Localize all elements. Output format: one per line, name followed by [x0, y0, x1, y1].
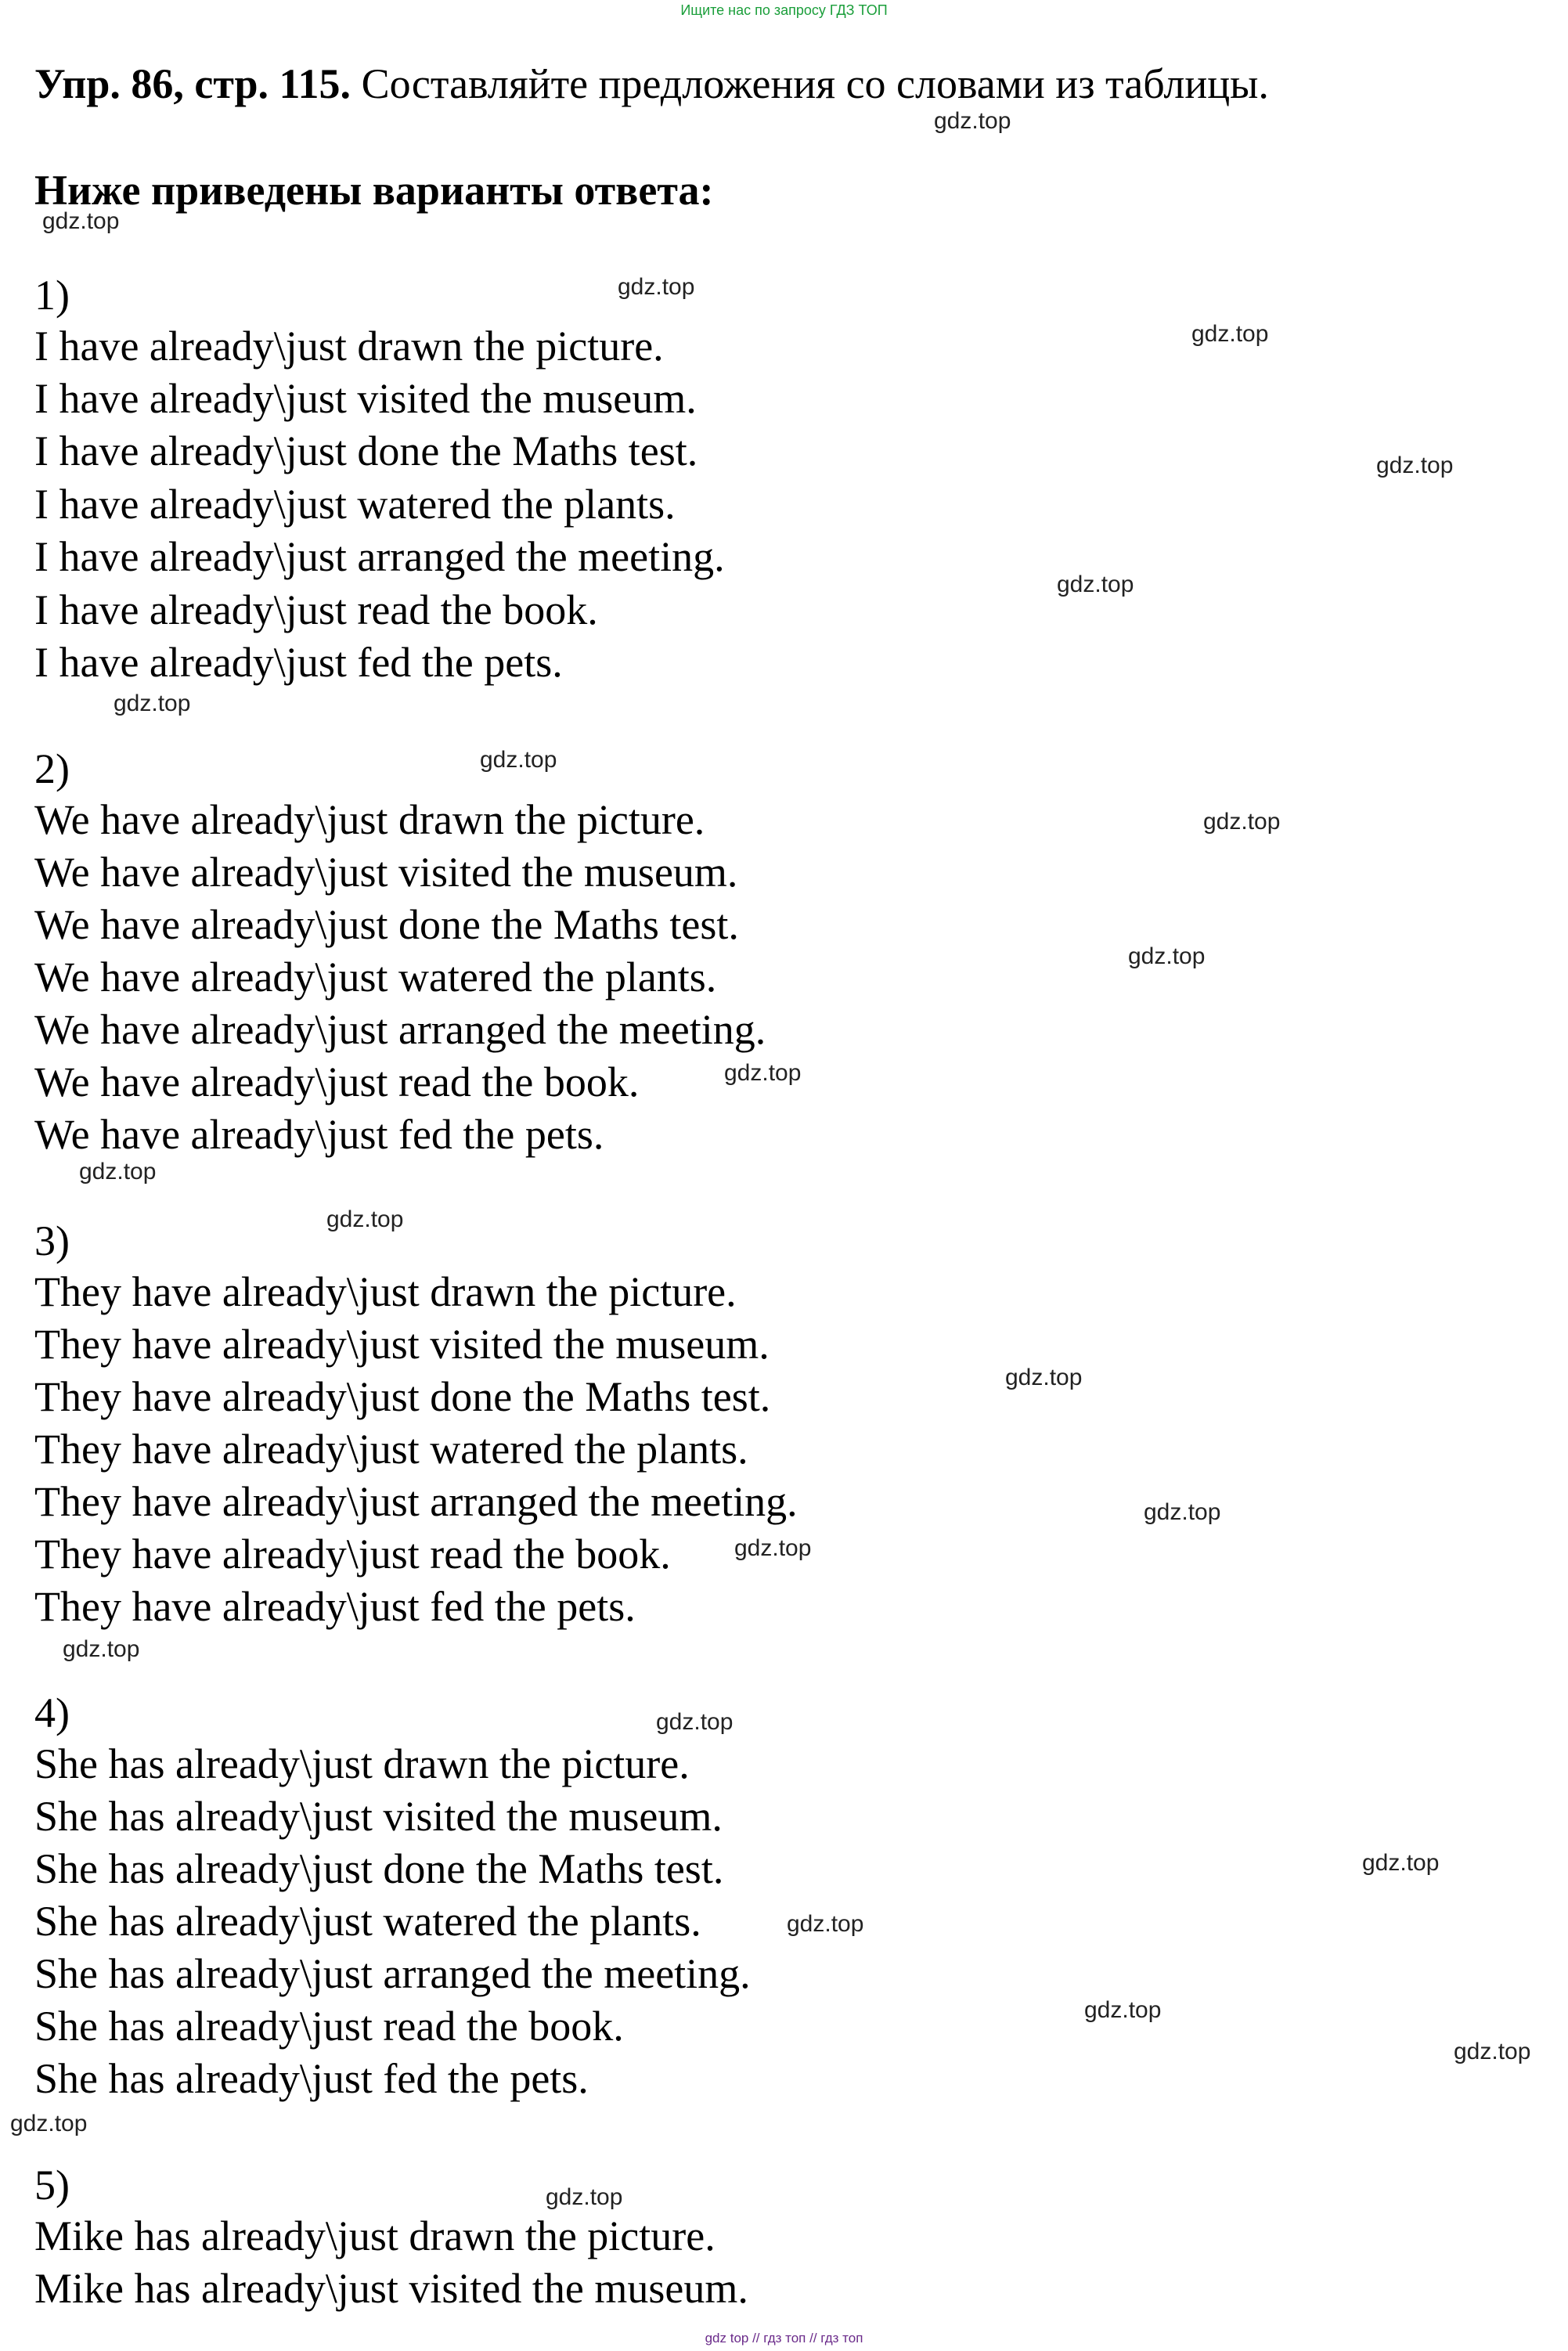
footer-text: gdz top // гдз топ // гдз топ	[705, 2331, 863, 2346]
sentence-line: She has already\just drawn the picture.	[34, 1740, 690, 1787]
watermark-text: gdz.top	[10, 2111, 88, 2136]
watermark-text: gdz.top	[1144, 1499, 1221, 1525]
watermark-text: gdz.top	[734, 1535, 812, 1561]
sentence-line: I have already\just watered the plants.	[34, 481, 676, 528]
sentence-line: Mike has already\just drawn the picture.	[34, 2212, 716, 2259]
sentence-line: They have already\just arranged the meeting.	[34, 1478, 798, 1525]
sentence-line: She has already\just watered the plants.	[34, 1898, 701, 1945]
exercise-title-rest: Составляйте предложения со словами из таблицы.	[351, 60, 1269, 107]
watermark-text: gdz.top	[1454, 2039, 1531, 2064]
section-number: 1)	[34, 272, 70, 319]
sentence-line: We have already\just done the Maths test.	[34, 901, 739, 948]
sentence-line: They have already\just done the Maths test.	[34, 1373, 771, 1420]
sentence-line: She has already\just done the Maths test.	[34, 1845, 724, 1892]
sentence-line: She has already\just arranged the meeting.	[34, 1950, 751, 1997]
sentence-line: She has already\just fed the pets.	[34, 2055, 589, 2102]
sentence-line: She has already\just read the book.	[34, 2003, 624, 2050]
sentence-line: Mike has already\just visited the museum.	[34, 2265, 748, 2312]
sentence-line: They have already\just visited the museum.	[34, 1321, 770, 1368]
section-number: 3)	[34, 1217, 70, 1264]
answers-subtitle: Ниже приведены варианты ответа:	[34, 167, 714, 214]
sentence-line: We have already\just watered the plants.	[34, 954, 717, 1001]
sentence-line: I have already\just arranged the meeting.	[34, 533, 725, 580]
watermark-text: gdz.top	[618, 274, 695, 300]
section-number: 5)	[34, 2162, 70, 2209]
sentence-line: They have already\just drawn the picture.	[34, 1268, 737, 1315]
sentence-line: I have already\just fed the pets.	[34, 639, 563, 686]
watermark-text: gdz.top	[546, 2184, 623, 2210]
watermark-text: gdz.top	[1005, 1365, 1083, 1390]
top-banner: Ищите нас по запросу ГДЗ ТОП	[680, 2, 888, 18]
watermark-text: gdz.top	[1376, 453, 1454, 478]
watermark-text: gdz.top	[114, 691, 191, 716]
sentence-line: They have already\just fed the pets.	[34, 1583, 636, 1630]
watermark-text: gdz.top	[1203, 809, 1281, 835]
watermark-text: gdz.top	[724, 1060, 802, 1086]
sentence-line: They have already\just read the book.	[34, 1531, 671, 1578]
exercise-title	[34, 60, 1269, 107]
watermark-text: gdz.top	[1057, 572, 1134, 597]
watermark-text: gdz.top	[1191, 321, 1269, 347]
section-number: 2)	[34, 745, 70, 792]
watermark-text: gdz.top	[42, 208, 120, 234]
sentence-line: We have already\just fed the pets.	[34, 1111, 604, 1158]
sentence-line: I have already\just read the book.	[34, 586, 598, 633]
sentence-line: I have already\just drawn the picture.	[34, 323, 664, 370]
watermark-text: gdz.top	[787, 1911, 864, 1937]
sentence-line: I have already\just visited the museum.	[34, 375, 697, 422]
sentence-line: I have already\just done the Maths test.	[34, 427, 698, 474]
watermark-text: gdz.top	[1128, 943, 1206, 969]
sentence-line: She has already\just visited the museum.	[34, 1793, 723, 1840]
watermark-text: gdz.top	[480, 747, 557, 773]
watermark-text: gdz.top	[1362, 1850, 1440, 1876]
sentence-line: We have already\just read the book.	[34, 1058, 640, 1105]
watermark-text: gdz.top	[934, 108, 1011, 134]
section-number: 4)	[34, 1689, 70, 1736]
watermark-text: gdz.top	[656, 1709, 734, 1735]
exercise-title-bold: Упр. 86, стр. 115.	[34, 60, 351, 107]
sentence-line: They have already\just watered the plants.	[34, 1426, 748, 1473]
watermark-text: gdz.top	[79, 1159, 157, 1185]
sentence-line: We have already\just visited the museum.	[34, 849, 738, 896]
sentence-line: We have already\just drawn the picture.	[34, 796, 705, 843]
watermark-text: gdz.top	[326, 1206, 404, 1232]
watermark-text: gdz.top	[1084, 1997, 1162, 2023]
sentence-line: We have already\just arranged the meeting.	[34, 1006, 766, 1053]
watermark-text: gdz.top	[63, 1636, 140, 1662]
